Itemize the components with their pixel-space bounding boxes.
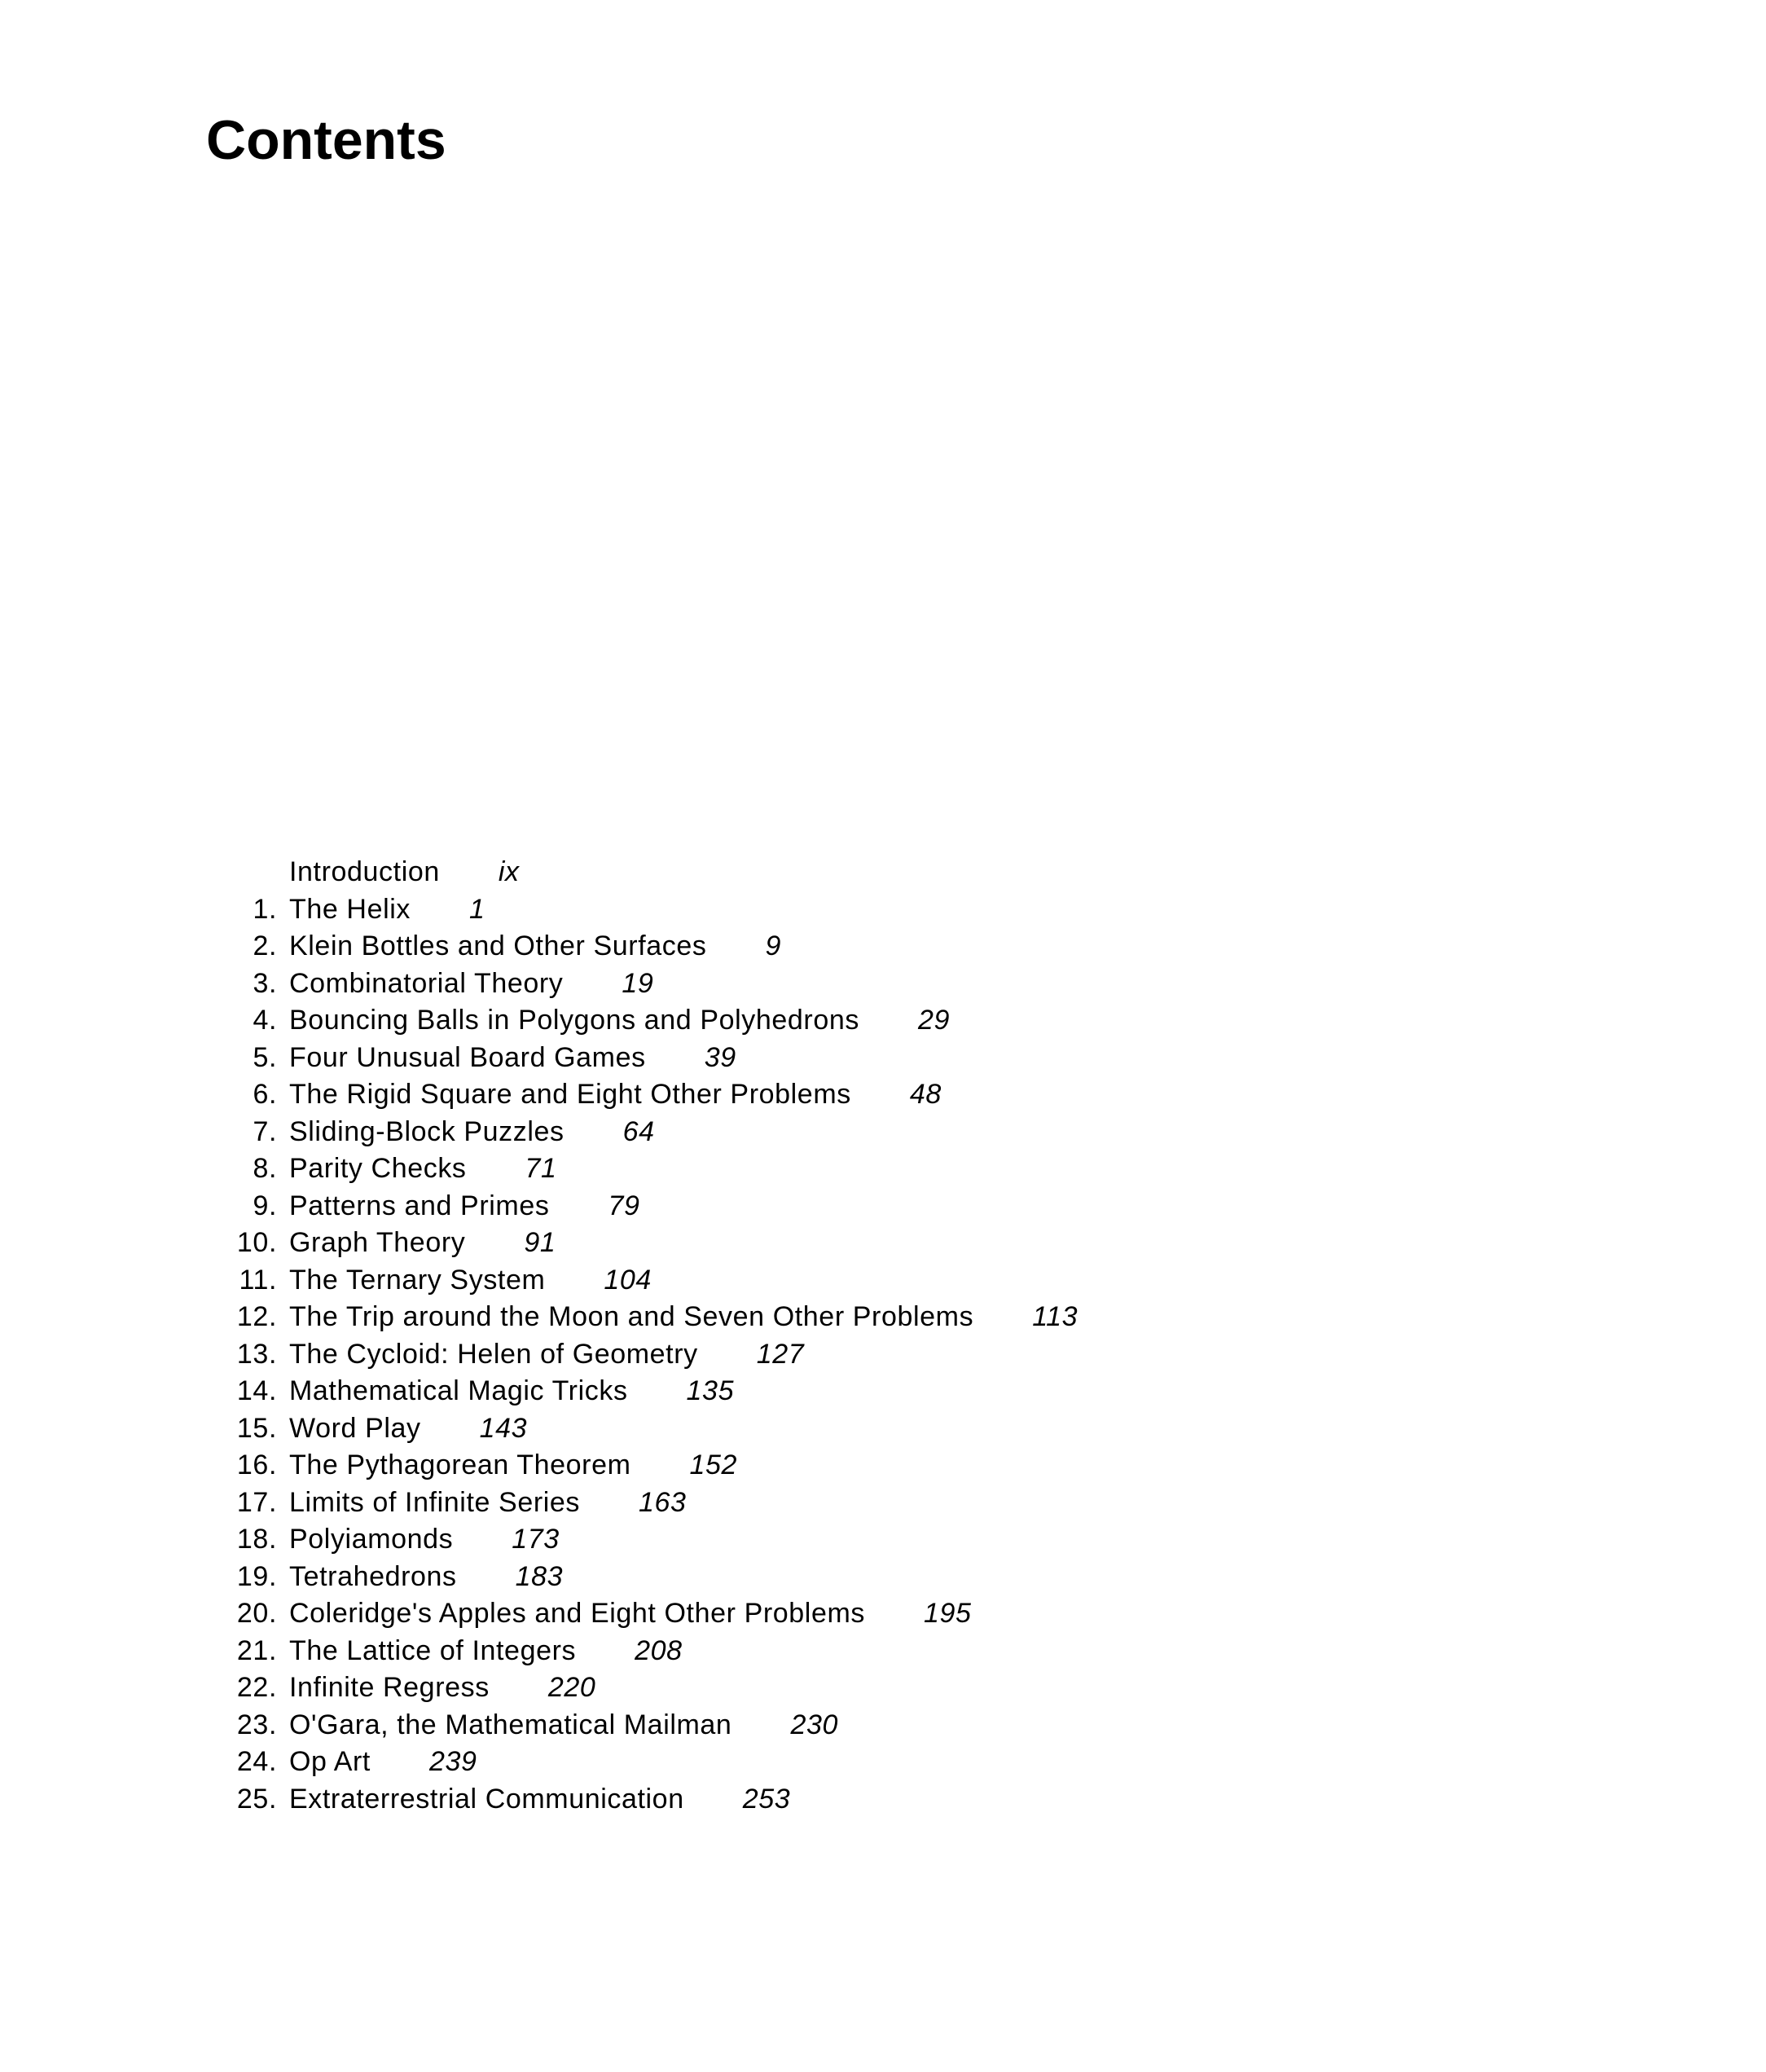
chapter-number: 24. [236,1746,277,1777]
chapter-number: 13. [236,1338,277,1370]
page-number: 9 [765,930,781,961]
chapter-title: Coleridge's Apples and Eight Other Problems [289,1598,865,1629]
chapter-number: 17. [236,1486,277,1518]
page-number: 239 [428,1746,477,1777]
chapter-title: Introduction [289,856,440,887]
toc-entry [0,1781,1766,1819]
page-number: 173 [512,1524,560,1555]
chapter-title: Tetrahedrons [289,1560,457,1592]
chapter-title: The Cycloid: Helen of Geometry [289,1338,698,1370]
chapter-number: 8. [253,1153,277,1184]
chapter-number: 21. [236,1634,277,1666]
chapter-number: 1. [253,893,277,925]
toc-entry [0,891,1766,929]
page-number: 143 [479,1412,528,1444]
page-number: 135 [686,1375,735,1406]
page-number: 230 [790,1709,838,1740]
page-number: 64 [622,1115,655,1147]
chapter-number: 25. [236,1783,277,1815]
chapter-title: The Trip around the Moon and Seven Other Problems [289,1301,974,1332]
chapter-number: 18. [236,1524,277,1555]
toc-entry [0,854,1766,891]
chapter-title: Four Unusual Board Games [289,1041,646,1073]
toc-entry [0,1262,1766,1300]
chapter-number: 22. [236,1672,277,1703]
table-of-contents [0,854,1766,1818]
chapter-title: Patterns and Primes [289,1190,550,1221]
chapter-number: 11. [239,1264,277,1296]
chapter-title: Infinite Regress [289,1672,490,1703]
toc-entry [0,1447,1766,1485]
chapter-number: 2. [253,930,277,961]
page-number: 152 [689,1450,738,1480]
page-number: 29 [917,1005,951,1036]
chapter-number: 10. [236,1227,277,1258]
page-number: 39 [704,1041,736,1073]
chapter-number: 12. [236,1301,277,1332]
chapter-number: 7. [253,1115,277,1147]
toc-entry [0,1002,1766,1040]
toc-entry [0,1076,1766,1114]
chapter-number: 6. [253,1079,277,1110]
toc-entry [0,1633,1766,1670]
page-number: 104 [604,1264,652,1296]
toc-entry [0,1188,1766,1225]
toc-entry [0,1707,1766,1744]
chapter-number: 5. [253,1041,277,1073]
page-number: 183 [515,1560,564,1592]
toc-entry [0,928,1766,966]
chapter-title: Mathematical Magic Tricks [289,1375,628,1406]
chapter-title: Limits of Infinite Series [289,1486,581,1518]
page-number: 91 [524,1227,556,1258]
toc-entry [0,1336,1766,1374]
page-number: 113 [1032,1301,1078,1332]
page-number: 208 [635,1634,683,1666]
chapter-number: 20. [236,1598,277,1629]
page-number: 195 [924,1598,972,1629]
page-number: 253 [742,1783,791,1815]
chapter-title: Word Play [289,1412,421,1444]
page-number: 48 [909,1079,942,1110]
toc-entry [0,1225,1766,1262]
chapter-number: 14. [236,1375,277,1406]
chapter-number: 15. [236,1412,277,1444]
page-number: 79 [608,1190,640,1221]
toc-entry [0,1299,1766,1336]
chapter-title: Klein Bottles and Other Surfaces [289,930,707,961]
chapter-title: Sliding-Block Puzzles [289,1115,565,1147]
chapter-title: Extraterrestrial Communication [289,1783,684,1815]
chapter-title: Combinatorial Theory [289,967,564,999]
chapter-number: 4. [253,1005,277,1036]
chapter-title: The Rigid Square and Eight Other Problems [289,1079,851,1110]
chapter-title: The Ternary System [289,1264,546,1296]
toc-entry [0,1744,1766,1781]
chapter-title: Polyiamonds [289,1524,454,1555]
chapter-number: 19. [236,1560,277,1592]
chapter-title: Op Art [289,1746,371,1777]
chapter-number: 9. [253,1190,277,1221]
chapter-title: Graph Theory [289,1227,466,1258]
chapter-title: The Lattice of Integers [289,1634,577,1666]
chapter-title: O'Gara, the Mathematical Mailman [289,1709,732,1740]
toc-entry [0,1521,1766,1559]
page-title: Contents [206,109,446,171]
chapter-number: 3. [253,967,277,999]
toc-entry [0,1559,1766,1596]
toc-entry [0,1040,1766,1077]
page-number: 71 [525,1153,557,1184]
page-number: 1 [469,893,485,925]
toc-entry [0,1485,1766,1522]
chapter-number: 16. [236,1450,277,1480]
toc-entry [0,1669,1766,1707]
page-number: 19 [622,967,654,999]
toc-entry [0,966,1766,1003]
toc-entry [0,1150,1766,1188]
chapter-title: Parity Checks [289,1153,467,1184]
toc-entry [0,1114,1766,1151]
chapter-number: 23. [236,1709,277,1740]
page-number: 127 [756,1338,805,1370]
chapter-title: The Pythagorean Theorem [289,1450,631,1480]
toc-entry [0,1410,1766,1448]
page-number: 220 [547,1672,596,1703]
page-number: ix [498,856,520,887]
toc-entry [0,1373,1766,1410]
toc-entry [0,1595,1766,1633]
chapter-title: The Helix [289,893,411,925]
chapter-title: Bouncing Balls in Polygons and Polyhedrons [289,1005,859,1036]
page-number: 163 [639,1486,687,1518]
